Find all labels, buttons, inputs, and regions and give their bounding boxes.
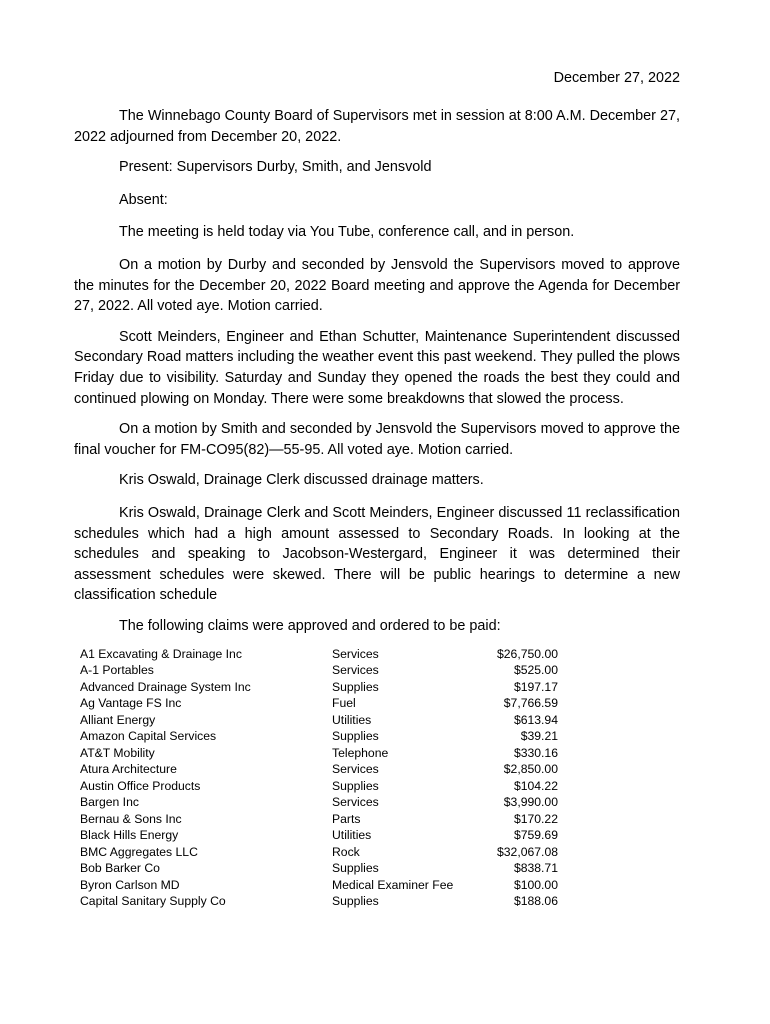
claim-category: Utilities — [332, 828, 372, 843]
claim-vendor: A1 Excavating & Drainage Inc — [80, 646, 242, 661]
claim-amount: $188.06 — [513, 894, 558, 909]
paragraph-absent: Absent: — [119, 191, 168, 208]
claim-category: Services — [332, 795, 379, 810]
claim-amount: $39.21 — [520, 729, 558, 744]
claim-vendor: Bernau & Sons Inc — [80, 811, 182, 826]
claim-amount: $170.22 — [513, 811, 558, 826]
table-row — [80, 712, 558, 729]
claim-amount: $838.71 — [513, 861, 558, 876]
claim-category: Services — [332, 762, 379, 777]
claim-vendor: Black Hills Energy — [80, 828, 179, 843]
table-row — [80, 646, 558, 663]
claim-amount: $26,750.00 — [497, 646, 558, 661]
table-row — [80, 745, 558, 762]
claim-vendor: Capital Sanitary Supply Co — [80, 894, 226, 909]
table-row — [80, 761, 558, 778]
table-row — [80, 728, 558, 745]
table-row — [80, 893, 558, 910]
claim-category: Rock — [332, 844, 360, 859]
claim-vendor: BMC Aggregates LLC — [80, 844, 198, 859]
paragraph-present: Present: Supervisors Durby, Smith, and Jensvold — [119, 159, 432, 176]
claim-category: Telephone — [332, 745, 389, 760]
claim-vendor: Amazon Capital Services — [80, 729, 217, 744]
paragraph-minutes-motion: On a motion by Durby and seconded by Jensvold the Supervisors moved to approve the minutes for the December 20, 2022 Board meeting and approve the Agenda for December 27, 2022. All voted aye. Motion carried. — [74, 256, 680, 315]
claims-table — [80, 646, 558, 910]
claim-category: Parts — [332, 811, 361, 826]
claim-vendor: A-1 Portables — [80, 663, 154, 678]
table-row — [80, 827, 558, 844]
claim-category: Fuel — [332, 696, 356, 711]
claim-category: Medical Examiner Fee — [332, 877, 454, 892]
claim-category: Supplies — [332, 679, 379, 694]
claim-amount: $32,067.08 — [497, 844, 558, 859]
claim-amount: $197.17 — [513, 679, 558, 694]
claim-category: Supplies — [332, 861, 379, 876]
paragraph-meeting-format: The meeting is held today via You Tube, conference call, and in person. — [119, 224, 575, 241]
table-row — [80, 679, 558, 696]
paragraph-secondary-roads: Scott Meinders, Engineer and Ethan Schutter, Maintenance Superintendent discussed Secondary Road matters including the weather event this past weekend. They pulled the plows Friday due to visibility. Saturday and Sunday they opened the roads the best they could and continued plowing on Monday. There were some breakdowns that slowed the process. — [74, 328, 680, 407]
claim-category: Supplies — [332, 729, 379, 744]
claim-amount: $100.00 — [513, 877, 558, 892]
table-row — [80, 778, 558, 795]
claim-vendor: Byron Carlson MD — [80, 877, 180, 892]
table-row — [80, 860, 558, 877]
claim-vendor: Alliant Energy — [80, 712, 156, 727]
claims-table-body — [80, 646, 558, 910]
claim-vendor: Advanced Drainage System Inc — [80, 679, 251, 694]
table-row — [80, 794, 558, 811]
table-row — [80, 662, 558, 679]
claim-category: Supplies — [332, 894, 379, 909]
claim-vendor: Atura Architecture — [80, 762, 177, 777]
table-row — [80, 811, 558, 828]
claim-category: Supplies — [332, 778, 379, 793]
claim-amount: $759.69 — [513, 828, 558, 843]
claim-category: Services — [332, 646, 379, 661]
claim-vendor: Bargen Inc — [80, 795, 139, 810]
claim-amount: $330.16 — [513, 745, 558, 760]
claim-vendor: Ag Vantage FS Inc — [80, 696, 182, 711]
claim-amount: $3,990.00 — [503, 795, 558, 810]
claim-amount: $7,766.59 — [503, 696, 558, 711]
claim-amount: $525.00 — [513, 663, 558, 678]
meeting-date: December 27, 2022 — [553, 70, 680, 86]
claim-amount: $613.94 — [513, 712, 558, 727]
claim-vendor: Austin Office Products — [80, 778, 201, 793]
claim-category: Services — [332, 663, 379, 678]
claim-vendor: Bob Barker Co — [80, 861, 160, 876]
table-row — [80, 844, 558, 861]
paragraph-session-opening: The Winnebago County Board of Supervisors met in session at 8:00 A.M. December 27, 2022 adjourned from December 20, 2022. — [74, 108, 680, 145]
paragraph-voucher-motion: On a motion by Smith and seconded by Jensvold the Supervisors moved to approve the final voucher for FM-CO95(82)—55-95. All voted aye. Motion carried. — [74, 421, 680, 458]
claims-intro: The following claims were approved and ordered to be paid: — [119, 617, 501, 634]
paragraph-reclassification: Kris Oswald, Drainage Clerk and Scott Meinders, Engineer discussed 11 reclassification schedules which had a high amount assessed to Secondary Roads. In looking at the schedules and speaking to Jacobson-Westergard, Engineer it was determined their assessment schedules were skewed. There will be public hearings to determine a new classification schedule — [74, 504, 680, 604]
claim-amount: $2,850.00 — [503, 762, 558, 777]
paragraph-drainage-matters: Kris Oswald, Drainage Clerk discussed drainage matters. — [119, 472, 484, 489]
claim-category: Utilities — [332, 712, 372, 727]
claim-amount: $104.22 — [513, 778, 558, 793]
table-row — [80, 695, 558, 712]
table-row — [80, 877, 558, 894]
claim-vendor: AT&T Mobility — [80, 745, 155, 760]
